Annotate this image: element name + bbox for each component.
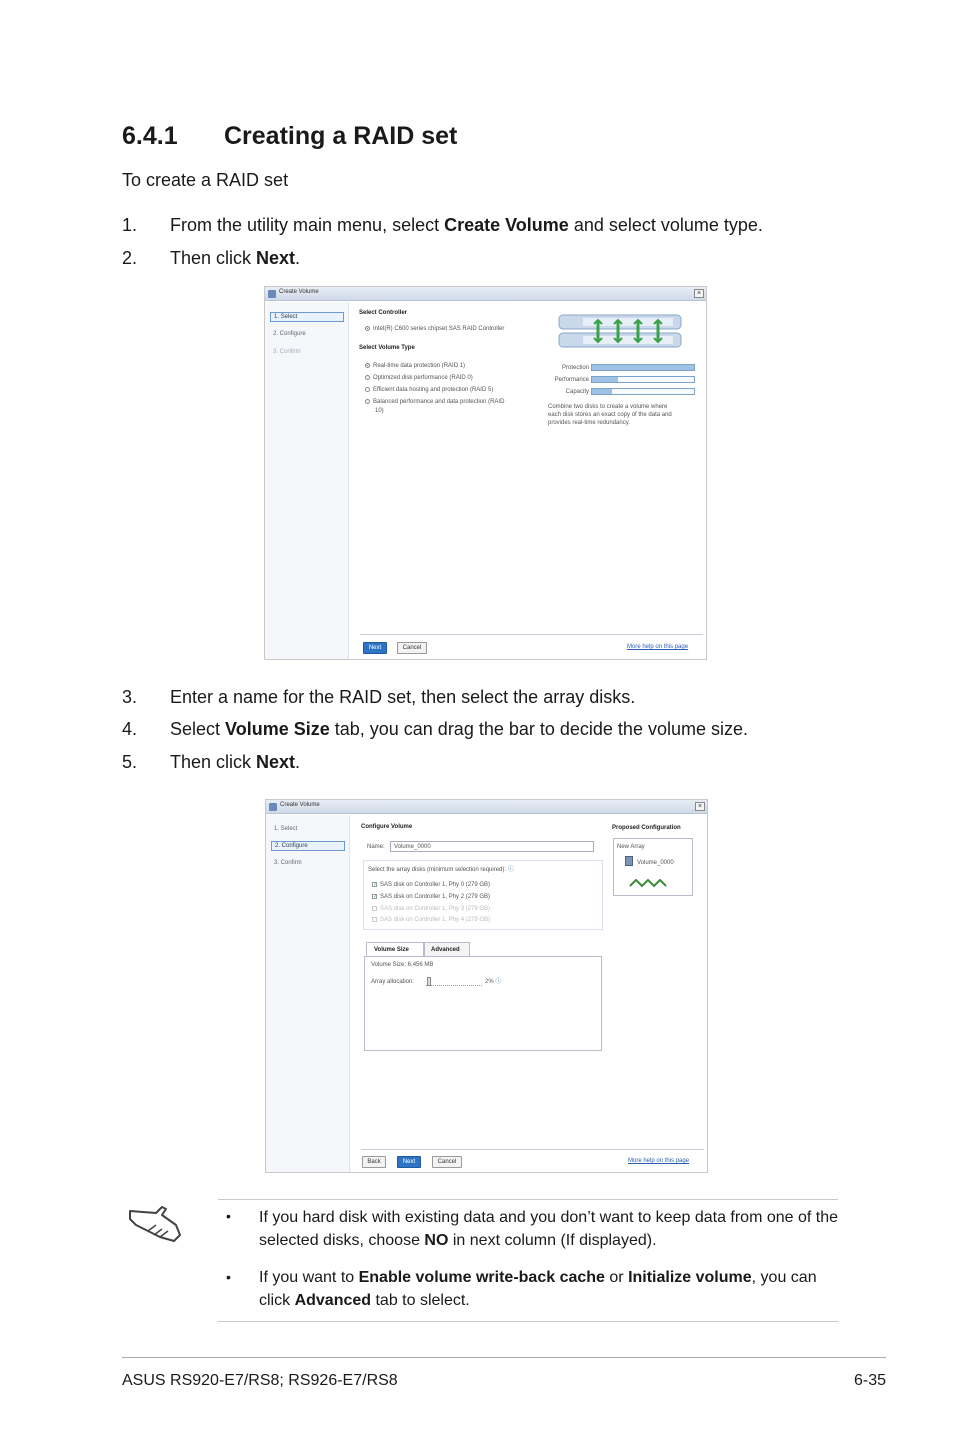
volume-name-input[interactable]	[390, 841, 594, 852]
sidebar-item-confirm[interactable]: 3. Confirm	[273, 349, 301, 355]
select-disks-label: Select the array disks (minimum selection required): ⓘ	[368, 867, 514, 873]
bullet: •	[226, 1208, 231, 1224]
sidebar-item-select[interactable]: 1. Select	[270, 312, 344, 322]
section-number: 6.4.1	[122, 122, 178, 150]
tab-panel	[364, 956, 602, 1051]
sidebar-item-confirm[interactable]: 3. Confirm	[274, 860, 302, 866]
disk-item[interactable]: SAS disk on Controller 1, Phy 3 (279 GB)	[372, 905, 490, 913]
footer-model: ASUS RS920-E7/RS8; RS926-E7/RS8	[122, 1372, 398, 1389]
step-text: From the utility main menu, select Create Volume and select volume type.	[170, 215, 763, 235]
proposed-config-box	[613, 838, 693, 896]
wizard-sidebar	[266, 815, 350, 1172]
capacity-bar	[591, 388, 695, 395]
radio-icon	[365, 363, 370, 368]
tab-volume-size[interactable]	[366, 942, 424, 956]
volume-name-value: Volume_0000	[394, 844, 431, 850]
tab-label: Volume Size	[374, 947, 409, 953]
help-icon[interactable]: ⓘ	[507, 867, 514, 873]
section-title: Creating a RAID set	[224, 122, 458, 150]
step-number: 1.	[122, 215, 138, 235]
divider	[360, 634, 703, 635]
volume-type-raid10-cont: 10)	[375, 408, 384, 414]
wizard-sidebar	[265, 302, 349, 659]
bullet: •	[226, 1269, 231, 1285]
performance-bar	[591, 376, 695, 383]
raid1-illustration-icon	[553, 313, 691, 351]
app-icon	[269, 803, 277, 811]
dialog-title: Create Volume	[280, 802, 320, 808]
array-allocation-label: Array allocation:	[371, 979, 415, 985]
radio-icon	[365, 399, 370, 404]
new-array-label: New Array	[617, 844, 645, 850]
checkbox-icon: ✓	[373, 881, 378, 888]
radio-icon	[365, 375, 370, 380]
close-icon[interactable]: ×	[694, 289, 704, 298]
radio-icon	[365, 387, 370, 392]
footer-rule	[122, 1357, 886, 1358]
disk-item[interactable]: SAS disk on Controller 1, Phy 4 (279 GB)	[372, 916, 490, 924]
disk-item[interactable]: ✓ SAS disk on Controller 1, Phy 0 (279 GB)	[373, 881, 491, 888]
create-volume-dialog-configure	[265, 799, 708, 1173]
next-button[interactable]: Next	[397, 1156, 421, 1168]
step-text: Select Volume Size tab, you can drag the bar to decide the volume size.	[170, 719, 748, 739]
step-number: 3.	[122, 687, 138, 707]
sidebar-item-configure[interactable]: 2. Configure	[271, 841, 345, 851]
radio-icon	[365, 326, 370, 331]
dialog-titlebar	[266, 800, 707, 814]
dialog-title: Create Volume	[279, 289, 319, 295]
volume-description: provides real-time redundancy.	[548, 420, 630, 426]
step-number: 4.	[122, 719, 138, 739]
disk-item[interactable]: ✓ SAS disk on Controller 1, Phy 2 (279 GB)	[373, 893, 491, 900]
intro-text: To create a RAID set	[122, 170, 289, 190]
app-icon	[268, 290, 276, 298]
sidebar-item-select[interactable]: 1. Select	[274, 826, 298, 832]
metric-fill	[592, 389, 612, 394]
metric-label: Protection	[561, 365, 589, 371]
step-text: Enter a name for the RAID set, then select the array disks.	[170, 687, 636, 707]
metric-fill	[592, 365, 694, 370]
name-label: Name:	[367, 844, 385, 850]
page-number: 6-35	[853, 1372, 886, 1389]
note-hand-icon	[126, 1201, 184, 1247]
select-controller-heading: Select Controller	[359, 310, 408, 316]
volume-description: each disk stores an exact copy of the data and	[548, 412, 672, 418]
help-icon[interactable]: ⓘ	[495, 979, 502, 985]
sidebar-item-configure[interactable]: 2. Configure	[273, 331, 306, 337]
next-button[interactable]: Next	[363, 642, 387, 654]
cancel-button[interactable]: Cancel	[432, 1156, 462, 1168]
tab-label: Advanced	[431, 947, 460, 953]
note-top-rule	[218, 1199, 838, 1200]
divider	[361, 1149, 704, 1150]
volume-type-raid10[interactable]: Balanced performance and data protection (RAID	[365, 398, 504, 406]
volume-type-raid0[interactable]: Optimized disk performance (RAID 0)	[365, 374, 473, 382]
checkbox-icon: ✓	[373, 893, 378, 900]
allocation-slider-track[interactable]	[426, 980, 482, 986]
note-item: If you hard disk with existing data and you don’t want to keep data from one of the selected disks, choose NO in next column (If displayed).	[259, 1209, 839, 1249]
metric-label: Capacity	[565, 389, 589, 395]
proposed-config-heading: Proposed Configuration	[612, 825, 681, 831]
checkbox-icon	[372, 906, 377, 911]
configure-volume-heading: Configure Volume	[361, 824, 413, 830]
step-number: 2.	[122, 248, 138, 268]
note-bottom-rule	[218, 1321, 838, 1322]
step-text: Then click Next.	[170, 248, 301, 268]
proposed-volume-name: Volume_0000	[637, 860, 674, 866]
volume-type-raid1[interactable]: Real-time data protection (RAID 1)	[365, 362, 465, 370]
volume-type-raid5[interactable]: Efficient data hosting and protection (RAID 5)	[365, 386, 493, 394]
help-link[interactable]: More help on this page	[627, 644, 689, 650]
cancel-button[interactable]: Cancel	[397, 642, 427, 654]
create-volume-dialog-select	[264, 286, 707, 660]
volume-description: Combine two disks to create a volume where	[548, 404, 668, 410]
allocation-percent: 2% ⓘ	[485, 979, 502, 985]
allocation-slider-handle[interactable]	[427, 977, 431, 986]
disk-icon	[625, 856, 633, 866]
select-volume-type-heading: Select Volume Type	[359, 345, 415, 351]
note-item: If you want to Enable volume write-back cache or Initialize volume, you can click Advanced tab to slelect.	[259, 1269, 817, 1309]
step-text: Then click Next.	[170, 752, 301, 772]
tab-advanced[interactable]	[424, 942, 470, 956]
help-link[interactable]: More help on this page	[628, 1158, 690, 1164]
dialog-titlebar	[265, 287, 706, 301]
back-button[interactable]: Back	[362, 1156, 386, 1168]
volume-size-text: Volume Size: 6,456 MB	[371, 962, 434, 968]
metric-fill	[592, 377, 618, 382]
raid-logo-icon	[628, 879, 668, 888]
checkbox-icon	[372, 917, 377, 922]
step-number: 5.	[122, 752, 138, 772]
metric-label: Performance	[554, 377, 589, 383]
controller-option[interactable]: Intel(R) C600 series chipset SAS RAID Controller	[365, 325, 504, 333]
protection-bar	[591, 364, 695, 371]
close-icon[interactable]: ×	[695, 802, 705, 811]
